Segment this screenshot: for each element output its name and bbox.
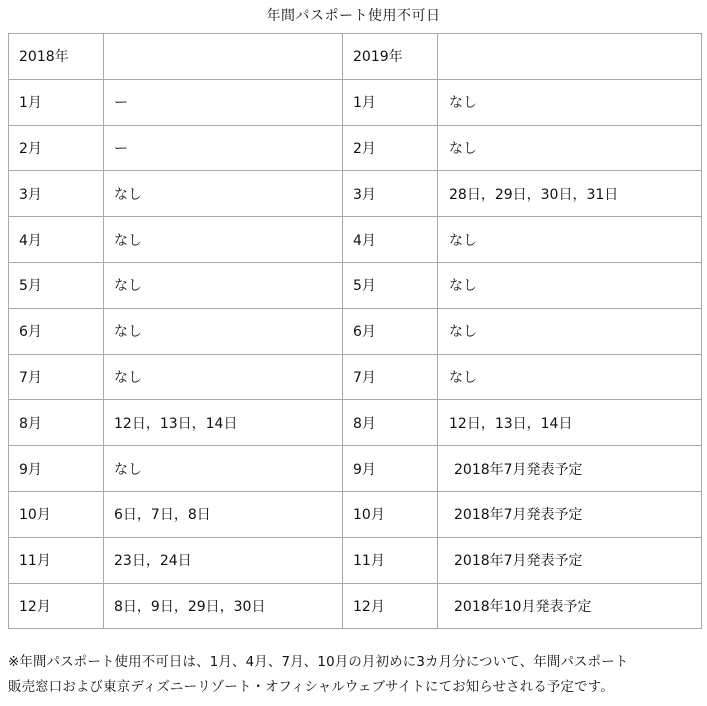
dates-2019-cell: 2018年7月発表予定 — [438, 491, 702, 537]
month-2019-cell: 8月 — [343, 400, 438, 446]
blackout-dates-table — [8, 33, 702, 629]
table-row — [9, 583, 702, 629]
dates-2018-cell: 8日，9日，29日，30日 — [104, 583, 343, 629]
month-2019-cell: 2月 — [343, 125, 438, 171]
footnote-line-2: 販売窓口および東京ディズニーリゾート・オフィシャルウェブサイトにてお知らせされる予定です。 — [8, 680, 614, 695]
month-2019-cell: 10月 — [343, 491, 438, 537]
table-row — [9, 79, 702, 125]
table-row — [9, 491, 702, 537]
table-row — [9, 217, 702, 263]
table-row — [9, 446, 702, 492]
dates-2018-cell: なし — [104, 217, 343, 263]
dates-2018-cell: 23日，24日 — [104, 537, 343, 583]
month-2018-cell: 3月 — [9, 171, 104, 217]
month-2018-cell: 11月 — [9, 537, 104, 583]
month-2018-cell: 8月 — [9, 400, 104, 446]
header-blank-2018 — [104, 34, 343, 80]
dates-2019-cell: 2018年7月発表予定 — [438, 446, 702, 492]
page-title: 年間パスポート使用不可日 — [266, 8, 441, 24]
dates-2019-cell: なし — [438, 354, 702, 400]
month-2019-cell: 9月 — [343, 446, 438, 492]
table-row — [9, 171, 702, 217]
header-year-2018: 2018年 — [9, 34, 104, 80]
month-2018-cell: 4月 — [9, 217, 104, 263]
dates-2018-cell: なし — [104, 308, 343, 354]
month-2019-cell: 1月 — [343, 79, 438, 125]
month-2018-cell: 9月 — [9, 446, 104, 492]
table-header-row — [9, 34, 702, 80]
header-blank-2019 — [438, 34, 702, 80]
dates-2018-cell: 6日，7日，8日 — [104, 491, 343, 537]
dates-2018-cell: なし — [104, 171, 343, 217]
dates-2019-cell: なし — [438, 217, 702, 263]
table-row — [9, 262, 702, 308]
table-row — [9, 354, 702, 400]
dates-2019-cell: なし — [438, 308, 702, 354]
dates-2018-cell: 12日，13日，14日 — [104, 400, 343, 446]
month-2018-cell: 1月 — [9, 79, 104, 125]
dates-2018-cell: なし — [104, 354, 343, 400]
month-2018-cell: 7月 — [9, 354, 104, 400]
month-2018-cell: 5月 — [9, 262, 104, 308]
dates-2019-cell: なし — [438, 262, 702, 308]
dates-2018-cell: ー — [104, 125, 343, 171]
header-year-2019: 2019年 — [343, 34, 438, 80]
dates-2018-cell: ー — [104, 79, 343, 125]
month-2018-cell: 10月 — [9, 491, 104, 537]
table-row — [9, 308, 702, 354]
month-2019-cell: 4月 — [343, 217, 438, 263]
month-2018-cell: 12月 — [9, 583, 104, 629]
dates-2019-cell: なし — [438, 79, 702, 125]
month-2018-cell: 6月 — [9, 308, 104, 354]
dates-2019-cell: なし — [438, 125, 702, 171]
month-2019-cell: 7月 — [343, 354, 438, 400]
footnote-line-1: ※年間パスポート使用不可日は、1月、4月、7月、10月の月初めに3カ月分について、年間パスポート — [8, 655, 629, 670]
month-2019-cell: 12月 — [343, 583, 438, 629]
dates-2019-cell: 2018年7月発表予定 — [438, 537, 702, 583]
month-2019-cell: 11月 — [343, 537, 438, 583]
month-2019-cell: 6月 — [343, 308, 438, 354]
table-body — [9, 34, 702, 629]
table-row — [9, 125, 702, 171]
dates-2019-cell: 12日，13日，14日 — [438, 400, 702, 446]
footnote — [8, 650, 703, 700]
month-2019-cell: 3月 — [343, 171, 438, 217]
month-2019-cell: 5月 — [343, 262, 438, 308]
table-row — [9, 537, 702, 583]
dates-2018-cell: なし — [104, 262, 343, 308]
dates-2019-cell: 2018年10月発表予定 — [438, 583, 702, 629]
dates-2018-cell: なし — [104, 446, 343, 492]
month-2018-cell: 2月 — [9, 125, 104, 171]
dates-2019-cell: 28日，29日，30日，31日 — [438, 171, 702, 217]
table-row — [9, 400, 702, 446]
